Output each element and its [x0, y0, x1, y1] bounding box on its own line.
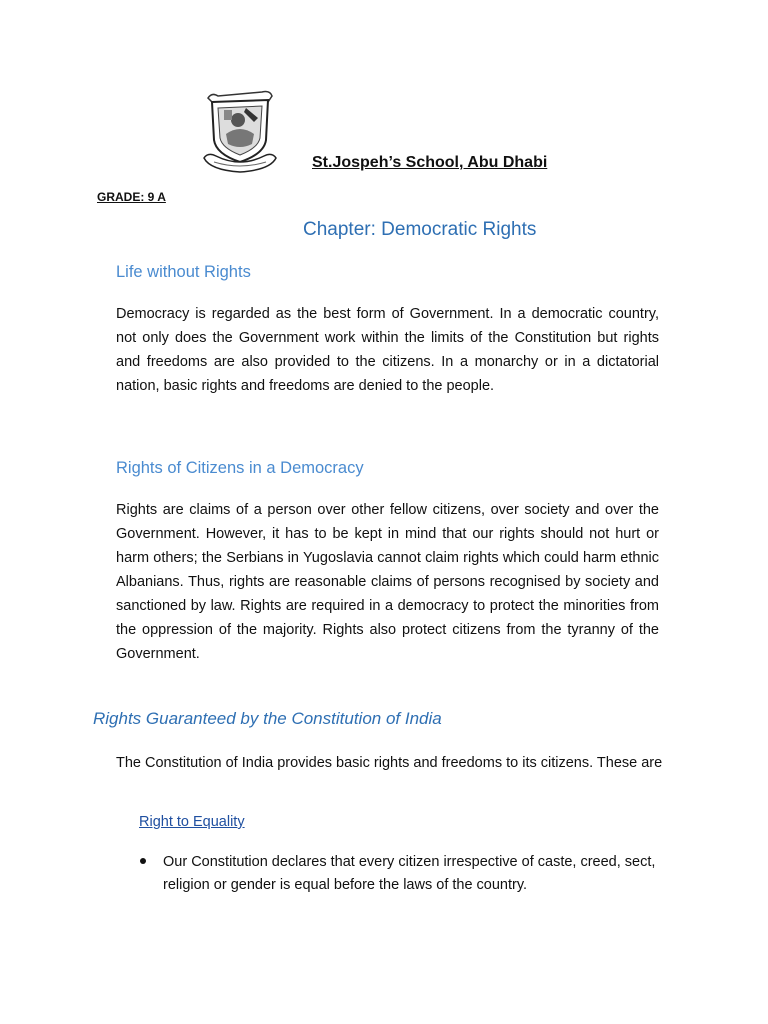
constitution-intro: The Constitution of India provides basic rights and freedoms to its citizens. These are: [116, 755, 663, 771]
constitution-heading: Rights Guaranteed by the Constitution of India: [93, 709, 442, 728]
grade-label: GRADE: 9 A: [97, 190, 166, 204]
section-paragraph-life-without-rights: Democracy is regarded as the best form of Government. In a democratic country, not only does the Government work within the limits of the Constitution but rights and freedoms are also provided to the citizens. In a monarchy or in a dictatorial nation, basic rights and freedoms are denied to the people.: [116, 306, 659, 394]
chapter-title: Chapter: Democratic Rights: [303, 219, 537, 240]
right-to-equality-heading: Right to Equality: [139, 814, 245, 830]
section-heading-rights-of-citizens: Rights of Citizens in a Democracy: [116, 459, 364, 477]
bullet-icon: [140, 858, 146, 864]
school-name: St.Jospeh’s School, Abu Dhabi: [312, 154, 548, 171]
section-heading-life-without-rights: Life without Rights: [116, 263, 251, 281]
bullet-text: Our Constitution declares that every citizen irrespective of caste, creed, sect, religion or gender is equal before the laws of the country.: [163, 854, 656, 893]
section-paragraph-rights-of-citizens: Rights are claims of a person over other fellow citizens, over society and over the Government. However, it has to be kept in mind that our rights should not hurt or harm others; the Serbians in Yugoslavia cannot claim rights which could harm ethnic Albanians. Thus, rights are reasonable claims of persons recognised by society and sanctioned by law. Rights are required in a democracy to protect the minorities from the oppression of the majority. Rights also protect citizens from the tyranny of the Government.: [116, 502, 659, 662]
list-item: [140, 851, 660, 896]
school-crest-icon: [202, 88, 278, 174]
